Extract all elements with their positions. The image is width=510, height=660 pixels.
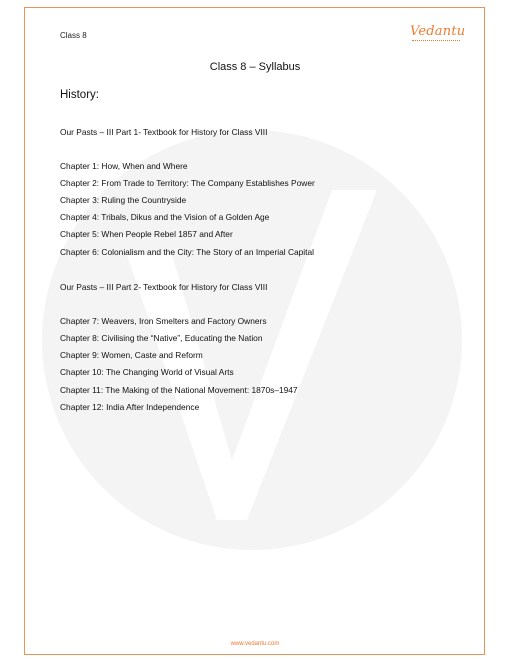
page-title: Class 8 – Syllabus [209, 61, 301, 73]
chapter-item: Chapter 2: From Trade to Territory: The Company Establishes Power [60, 178, 315, 188]
part1-heading: Our Pasts – III Part 1- Textbook for History for Class VIII [60, 127, 268, 137]
section-heading: History: [60, 89, 99, 101]
chapter-item: Chapter 11: The Making of the National Movement: 1870s–1947 [60, 385, 298, 395]
logo-tagline-mark [412, 40, 460, 43]
chapter-item: Chapter 3: Ruling the Countryside [60, 195, 187, 205]
chapter-item: Chapter 6: Colonialism and the City: The Story of an Imperial Capital [60, 247, 315, 257]
part2-heading: Our Pasts – III Part 2- Textbook for History for Class VIII [60, 282, 268, 292]
logo-wordmark: Vedantu [410, 24, 466, 39]
vedantu-logo [410, 24, 466, 48]
class-label: Class 8 [60, 31, 87, 40]
chapter-item: Chapter 8: Civilising the “Native”, Educating the Nation [60, 333, 263, 343]
chapter-item: Chapter 7: Weavers, Iron Smelters and Factory Owners [60, 316, 267, 326]
chapter-item: Chapter 4: Tribals, Dikus and the Vision of a Golden Age [60, 212, 270, 222]
chapter-item: Chapter 12: India After Independence [60, 402, 200, 412]
chapter-item: Chapter 10: The Changing World of Visual Arts [60, 367, 234, 377]
chapter-item: Chapter 5: When People Rebel 1857 and After [60, 229, 233, 239]
chapter-item: Chapter 1: How, When and Where [60, 161, 188, 171]
footer-url-link[interactable]: www.vedantu.com [230, 641, 280, 647]
chapter-item: Chapter 9: Women, Caste and Reform [60, 350, 203, 360]
